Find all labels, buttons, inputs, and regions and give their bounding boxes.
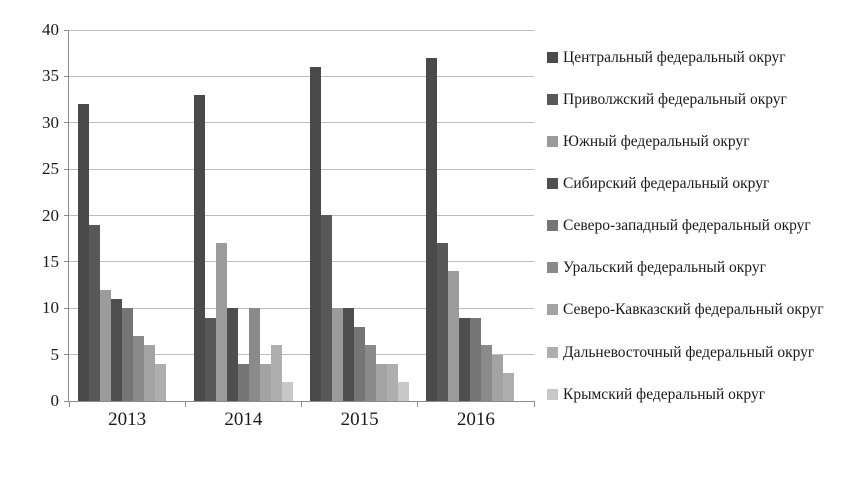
legend-label: Приволжский федеральный округ <box>563 91 787 109</box>
bar <box>365 345 376 401</box>
bar <box>503 373 514 401</box>
x-axis-label-2015: 2015 <box>340 409 379 430</box>
bar <box>111 299 122 401</box>
x-tick-mark <box>534 401 535 407</box>
bar-group-2016 <box>418 30 534 401</box>
bar <box>321 215 332 401</box>
bar <box>310 67 321 401</box>
x-tick-mark <box>301 401 302 407</box>
y-tick-label: 25 <box>42 159 59 179</box>
bar <box>260 364 271 401</box>
legend-label: Северо-западный федеральный округ <box>563 217 811 235</box>
legend-label: Сибирский федеральный округ <box>563 175 770 193</box>
bar-group-2013 <box>69 30 185 401</box>
y-tick-label: 0 <box>50 391 59 410</box>
legend-item <box>547 343 849 362</box>
bar <box>155 364 166 401</box>
legend-swatch-icon <box>547 347 558 358</box>
x-axis-label-2016: 2016 <box>456 409 495 430</box>
legend-label: Крымский федеральный округ <box>563 385 766 403</box>
legend-swatch-icon <box>547 262 558 273</box>
bar <box>481 345 492 401</box>
legend-label: Южный федеральный округ <box>563 133 750 151</box>
bar <box>122 308 133 401</box>
legend-item <box>547 48 849 67</box>
legend-label: Дальневосточный федеральный округ <box>563 343 815 361</box>
bar <box>448 271 459 401</box>
y-tick-label: 40 <box>42 20 59 39</box>
bar <box>144 345 155 401</box>
y-tick-label: 30 <box>42 112 59 132</box>
bar <box>387 364 398 401</box>
legend-item <box>547 385 849 404</box>
bar <box>332 308 343 401</box>
legend-swatch-icon <box>547 304 558 315</box>
bar <box>205 318 216 401</box>
bar <box>343 308 354 401</box>
legend-label: Северо-Кавказский федеральный округ <box>563 301 824 319</box>
legend-item <box>547 216 849 235</box>
bar <box>133 336 144 401</box>
plot-area <box>42 20 534 430</box>
bar <box>194 95 205 401</box>
x-tick-mark <box>69 401 70 407</box>
bar <box>89 225 100 401</box>
y-tick-label: 5 <box>50 344 59 364</box>
legend-label: Уральский федеральный округ <box>563 259 766 277</box>
bar <box>249 308 260 401</box>
bar <box>376 364 387 401</box>
bar <box>238 364 249 401</box>
bar <box>492 355 503 401</box>
bar-group-2015 <box>302 30 418 401</box>
bar <box>437 243 448 401</box>
bar <box>271 345 282 401</box>
x-tick-mark <box>185 401 186 407</box>
legend-label: Центральный федеральный округ <box>563 49 786 66</box>
bar <box>426 58 437 401</box>
bar <box>282 382 293 401</box>
x-axis-label-2014: 2014 <box>224 409 263 430</box>
bar <box>227 308 238 401</box>
legend-item <box>547 300 849 319</box>
legend-item <box>547 258 849 277</box>
y-tick-label: 10 <box>42 298 59 318</box>
bar <box>216 243 227 401</box>
x-axis-label-2013: 2013 <box>108 409 147 430</box>
bar <box>100 290 111 401</box>
legend <box>547 48 849 404</box>
bar-group-2014 <box>185 30 301 401</box>
legend-item <box>547 174 849 193</box>
legend-item <box>547 90 849 109</box>
x-tick-mark <box>417 401 418 407</box>
legend-swatch-icon <box>547 389 558 400</box>
bar <box>398 382 409 401</box>
bar <box>354 327 365 401</box>
y-tick-label: 15 <box>42 251 59 271</box>
legend-swatch-icon <box>547 178 558 189</box>
legend-swatch-icon <box>547 52 558 63</box>
bar <box>470 318 481 401</box>
y-tick-label: 35 <box>42 66 59 86</box>
legend-item <box>547 132 849 151</box>
legend-swatch-icon <box>547 136 558 147</box>
y-tick-label: 20 <box>42 205 59 225</box>
legend-swatch-icon <box>547 220 558 231</box>
bar <box>459 318 470 401</box>
bar <box>78 104 89 401</box>
legend-swatch-icon <box>547 94 558 105</box>
